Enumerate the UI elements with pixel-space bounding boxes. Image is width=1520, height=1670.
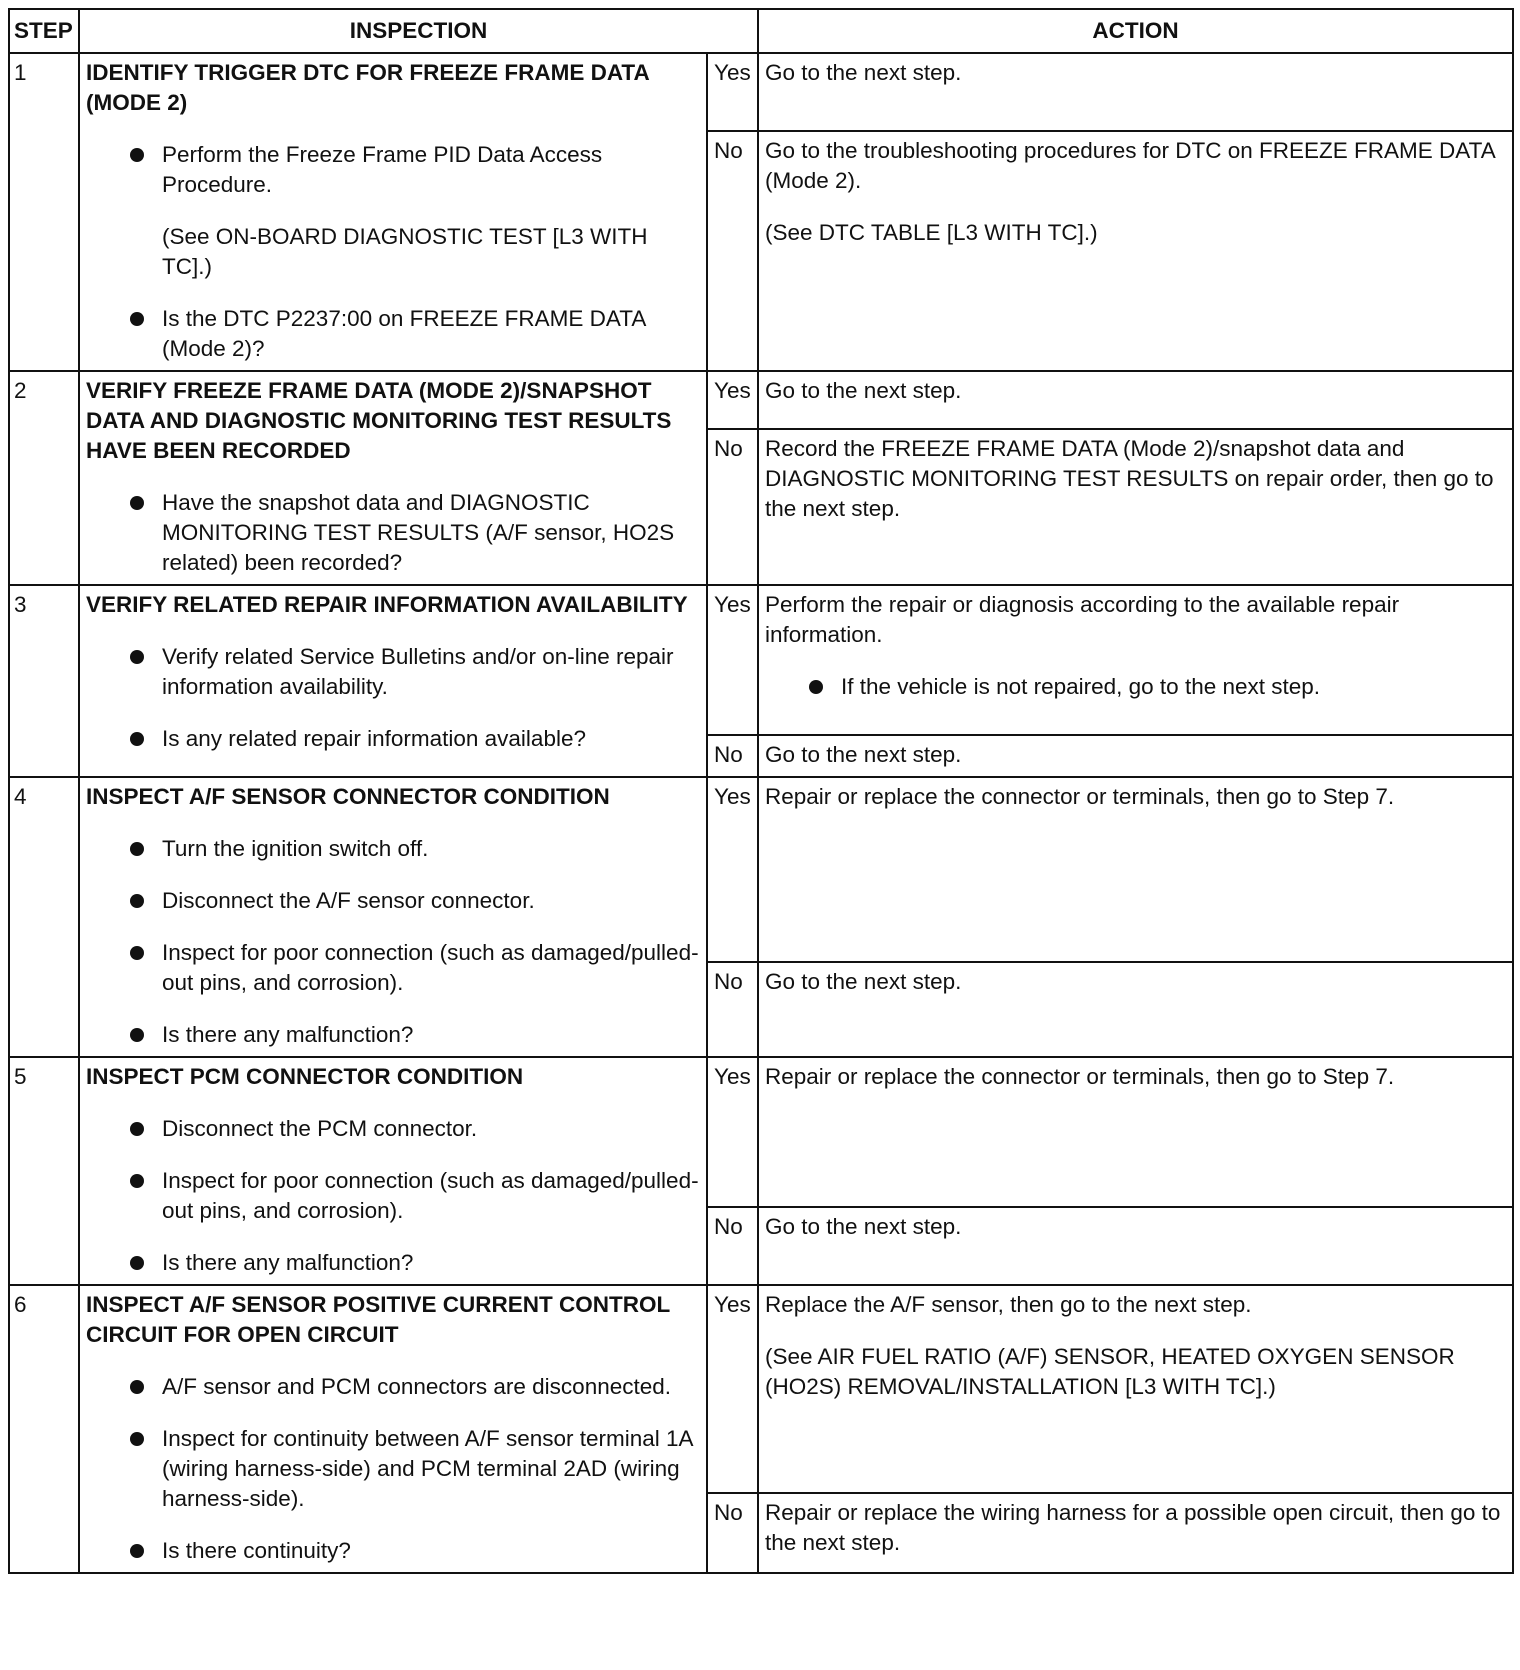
step-4-no-action	[758, 962, 1513, 1057]
step-3-yes-action-text: Perform the repair or diagnosis according to the available repair information.	[765, 592, 1400, 647]
step-3-yes-row	[9, 585, 1513, 735]
column-header-inspection: INSPECTION	[79, 9, 758, 53]
step-6-yes-row	[9, 1285, 1513, 1493]
step-2-number: 2	[9, 371, 79, 585]
step-2-no-action-text: Record the FREEZE FRAME DATA (Mode 2)/snapshot data and DIAGNOSTIC MONITORING TEST RESULTS on repair order, then go to the next step.	[765, 436, 1494, 521]
step-3-bullet-2: Is any related repair information available?	[162, 724, 700, 754]
step-2-no-label: No	[707, 429, 758, 585]
step-4-yes-label: Yes	[707, 777, 758, 962]
diagnostic-procedure-page	[8, 8, 1514, 1574]
step-1-title: IDENTIFY TRIGGER DTC FOR FREEZE FRAME DATA (MODE 2)	[86, 60, 649, 115]
step-3-bullet-1: Verify related Service Bulletins and/or on-line repair information availability.	[162, 642, 700, 702]
step-6-no-action	[758, 1493, 1513, 1573]
step-3-no-action	[758, 735, 1513, 777]
step-2-yes-action-text: Go to the next step.	[765, 378, 962, 403]
step-1-bullet-1: Perform the Freeze Frame PID Data Access Procedure.	[162, 140, 700, 200]
step-4-bullet-4: Is there any malfunction?	[162, 1020, 700, 1050]
step-5-no-label: No	[707, 1207, 758, 1285]
step-4-inspection	[79, 777, 707, 1057]
step-4-yes-action-text: Repair or replace the connector or terminals, then go to Step 7.	[765, 784, 1395, 809]
step-6-yes-action-text: Replace the A/F sensor, then go to the next step.	[765, 1292, 1252, 1317]
step-4-bullet-1: Turn the ignition switch off.	[162, 834, 700, 864]
step-5-bullet-3: Is there any malfunction?	[162, 1248, 700, 1278]
step-1-no-action	[758, 131, 1513, 371]
step-4-no-action-text: Go to the next step.	[765, 969, 962, 994]
step-6-no-action-text: Repair or replace the wiring harness for a possible open circuit, then go to the next step.	[765, 1500, 1501, 1555]
step-3-title: VERIFY RELATED REPAIR INFORMATION AVAILABILITY	[86, 592, 688, 617]
step-1-inspection	[79, 53, 707, 371]
step-5-yes-action-text: Repair or replace the connector or terminals, then go to Step 7.	[765, 1064, 1395, 1089]
column-header-step: STEP	[9, 9, 79, 53]
step-6-title: INSPECT A/F SENSOR POSITIVE CURRENT CONTROL CIRCUIT FOR OPEN CIRCUIT	[86, 1292, 670, 1347]
step-1-number: 1	[9, 53, 79, 371]
column-header-action: ACTION	[758, 9, 1513, 53]
step-4-number: 4	[9, 777, 79, 1057]
step-4-title: INSPECT A/F SENSOR CONNECTOR CONDITION	[86, 784, 610, 809]
step-5-yes-label: Yes	[707, 1057, 758, 1207]
step-1-yes-row	[9, 53, 1513, 131]
step-2-inspection	[79, 371, 707, 585]
step-1-yes-label: Yes	[707, 53, 758, 131]
step-5-title: INSPECT PCM CONNECTOR CONDITION	[86, 1064, 524, 1089]
step-4-bullet-2: Disconnect the A/F sensor connector.	[162, 886, 700, 916]
step-1-yes-action	[758, 53, 1513, 131]
step-3-inspection	[79, 585, 707, 777]
step-1-yes-action-text: Go to the next step.	[765, 60, 962, 85]
step-6-number: 6	[9, 1285, 79, 1573]
step-4-bullet-3: Inspect for poor connection (such as damaged/pulled-out pins, and corrosion).	[162, 938, 700, 998]
step-5-yes-action	[758, 1057, 1513, 1207]
step-6-yes-action	[758, 1285, 1513, 1493]
step-5-yes-row	[9, 1057, 1513, 1207]
step-2-no-action	[758, 429, 1513, 585]
step-6-bullet-1: A/F sensor and PCM connectors are disconnected.	[162, 1372, 700, 1402]
step-5-inspection	[79, 1057, 707, 1285]
step-1-no-action-reference: (See DTC TABLE [L3 WITH TC].)	[765, 220, 1098, 245]
step-6-bullet-2: Inspect for continuity between A/F sensor terminal 1A (wiring harness-side) and PCM terminal 2AD (wiring harness-side).	[162, 1424, 700, 1514]
step-2-yes-row	[9, 371, 1513, 429]
step-3-yes-action	[758, 585, 1513, 735]
step-6-inspection	[79, 1285, 707, 1573]
step-2-yes-action	[758, 371, 1513, 429]
step-1-bullet-2: Is the DTC P2237:00 on FREEZE FRAME DATA (Mode 2)?	[162, 304, 700, 364]
step-6-bullet-3: Is there continuity?	[162, 1536, 700, 1566]
step-4-yes-row	[9, 777, 1513, 962]
step-3-yes-label: Yes	[707, 585, 758, 735]
step-5-no-action-text: Go to the next step.	[765, 1214, 962, 1239]
step-2-bullet-1: Have the snapshot data and DIAGNOSTIC MONITORING TEST RESULTS (A/F sensor, HO2S related) been recorded?	[162, 488, 700, 578]
step-2-title: VERIFY FREEZE FRAME DATA (MODE 2)/SNAPSHOT DATA AND DIAGNOSTIC MONITORING TEST RESULTS HAVE BEEN RECORDED	[86, 378, 672, 463]
step-1-no-label: No	[707, 131, 758, 371]
step-3-no-action-text: Go to the next step.	[765, 742, 962, 767]
step-5-no-action	[758, 1207, 1513, 1285]
step-4-no-label: No	[707, 962, 758, 1057]
step-5-number: 5	[9, 1057, 79, 1285]
step-1-reference-note: (See ON-BOARD DIAGNOSTIC TEST [L3 WITH TC].)	[162, 224, 648, 279]
table-header-row	[9, 9, 1513, 53]
step-5-bullet-2: Inspect for poor connection (such as damaged/pulled-out pins, and corrosion).	[162, 1166, 700, 1226]
step-3-number: 3	[9, 585, 79, 777]
step-2-yes-label: Yes	[707, 371, 758, 429]
step-4-yes-action	[758, 777, 1513, 962]
diagnostic-procedure-table	[8, 8, 1514, 1574]
step-1-no-action-text: Go to the troubleshooting procedures for DTC on FREEZE FRAME DATA (Mode 2).	[765, 138, 1495, 193]
step-6-no-label: No	[707, 1493, 758, 1573]
step-6-yes-label: Yes	[707, 1285, 758, 1493]
step-5-bullet-1: Disconnect the PCM connector.	[162, 1114, 700, 1144]
step-3-yes-action-bullet: If the vehicle is not repaired, go to the next step.	[841, 672, 1506, 702]
step-3-no-label: No	[707, 735, 758, 777]
step-6-yes-action-reference: (See AIR FUEL RATIO (A/F) SENSOR, HEATED OXYGEN SENSOR (HO2S) REMOVAL/INSTALLATION [L3 WITH TC].)	[765, 1344, 1455, 1399]
